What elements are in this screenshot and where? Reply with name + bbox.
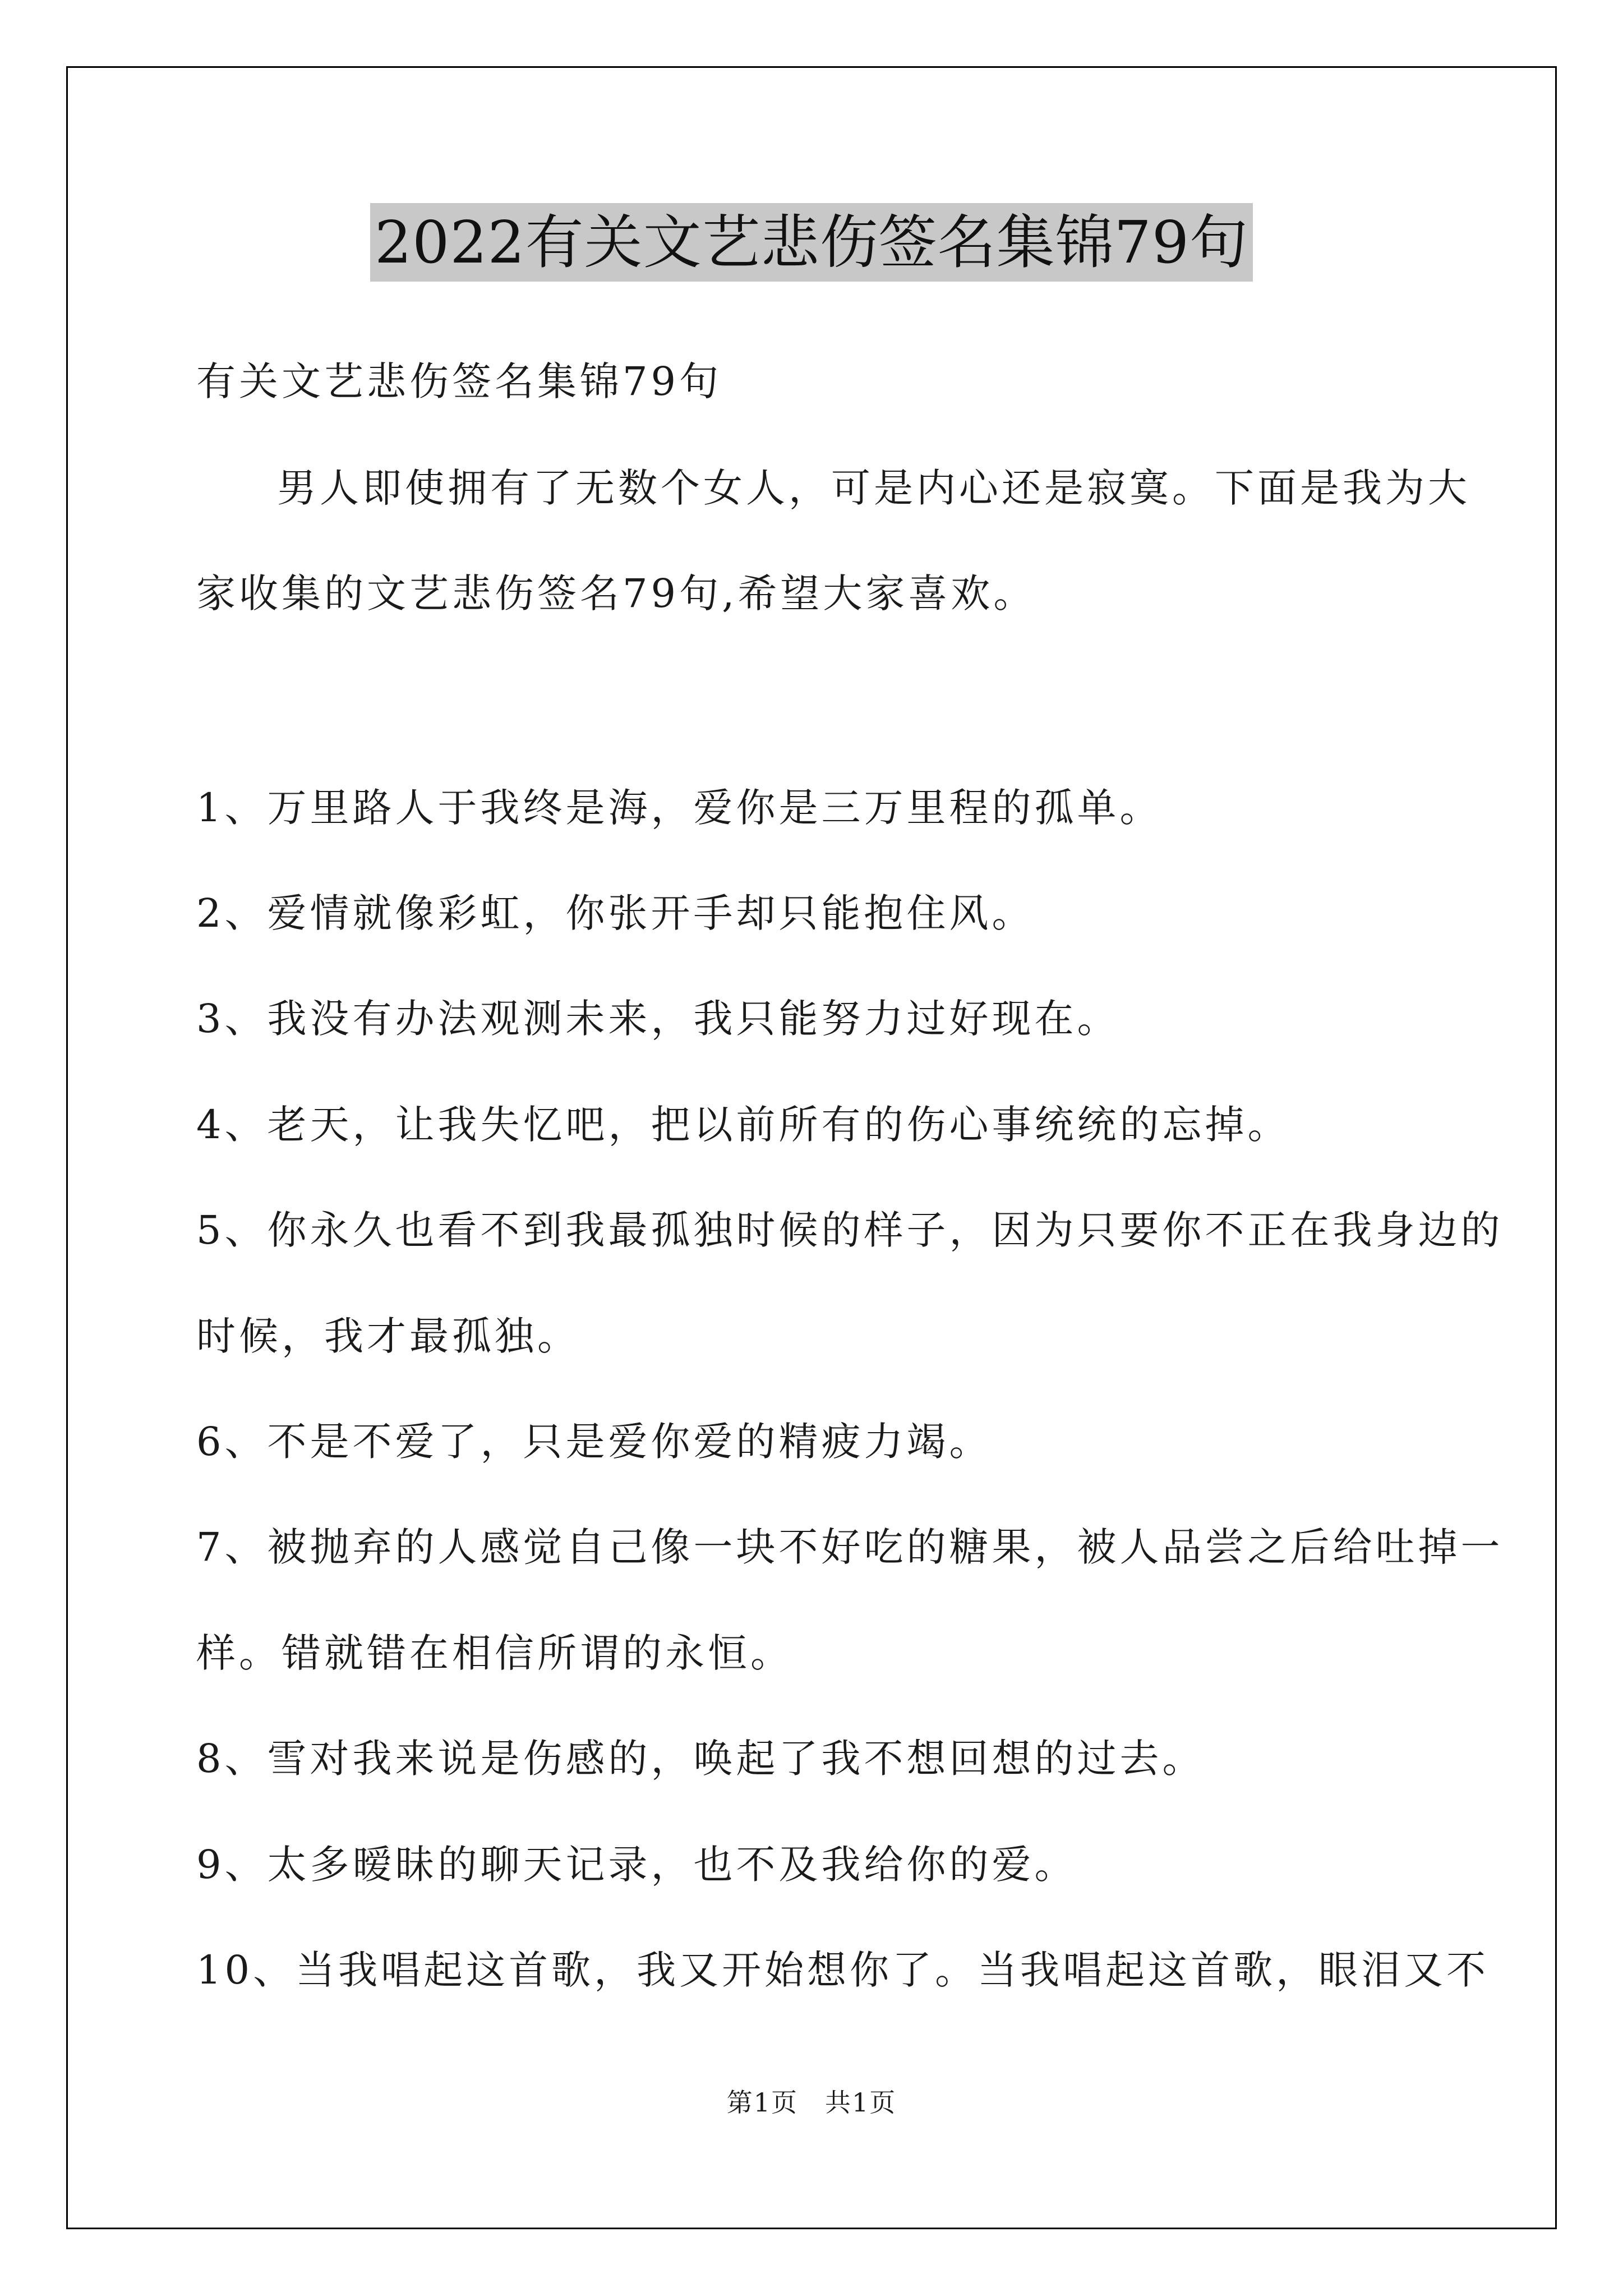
intro-line-2: 家收集的文艺悲伤签名79句,希望大家喜欢。 (196, 570, 1036, 616)
list-item: 3、我没有办法观测未来，我只能努力过好现在。 (196, 996, 1120, 1042)
list-item: 5、你永久也看不到我最孤独时候的样子，因为只要你不正在我身边的 (196, 1207, 1504, 1253)
document-subtitle: 有关文艺悲伤签名集锦79句 (196, 358, 722, 404)
list-item: 10、当我唱起这首歌，我又开始想你了。当我唱起这首歌，眼泪又不 (196, 1947, 1490, 1993)
list-item: 4、老天，让我失忆吧，把以前所有的伤心事统统的忘掉。 (196, 1102, 1290, 1148)
list-item-continuation: 样。错就错在相信所谓的永恒。 (196, 1630, 793, 1676)
list-item-continuation: 时候，我才最孤独。 (196, 1313, 580, 1359)
list-item: 7、被抛弃的人感觉自己像一块不好吃的糖果，被人品尝之后给吐掉一 (196, 1524, 1504, 1570)
title-container (0, 203, 1623, 282)
list-item: 9、太多暧昧的聊天记录，也不及我给你的爱。 (196, 1842, 1077, 1888)
document-title: 2022有关文艺悲伤签名集锦79句 (370, 203, 1253, 282)
intro-line-1: 男人即使拥有了无数个女人，可是内心还是寂寞。下面是我为大 (277, 465, 1470, 511)
list-item: 2、爱情就像彩虹，你张开手却只能抱住风。 (196, 890, 1035, 936)
list-item: 1、万里路人于我终是海，爱你是三万里程的孤单。 (196, 785, 1163, 831)
page-footer: 第1页 共1页 (726, 2087, 897, 2118)
list-item: 6、不是不爱了，只是爱你爱的精疲力竭。 (196, 1419, 992, 1465)
list-item: 8、雪对我来说是伤感的，唤起了我不想回想的过去。 (196, 1736, 1205, 1782)
